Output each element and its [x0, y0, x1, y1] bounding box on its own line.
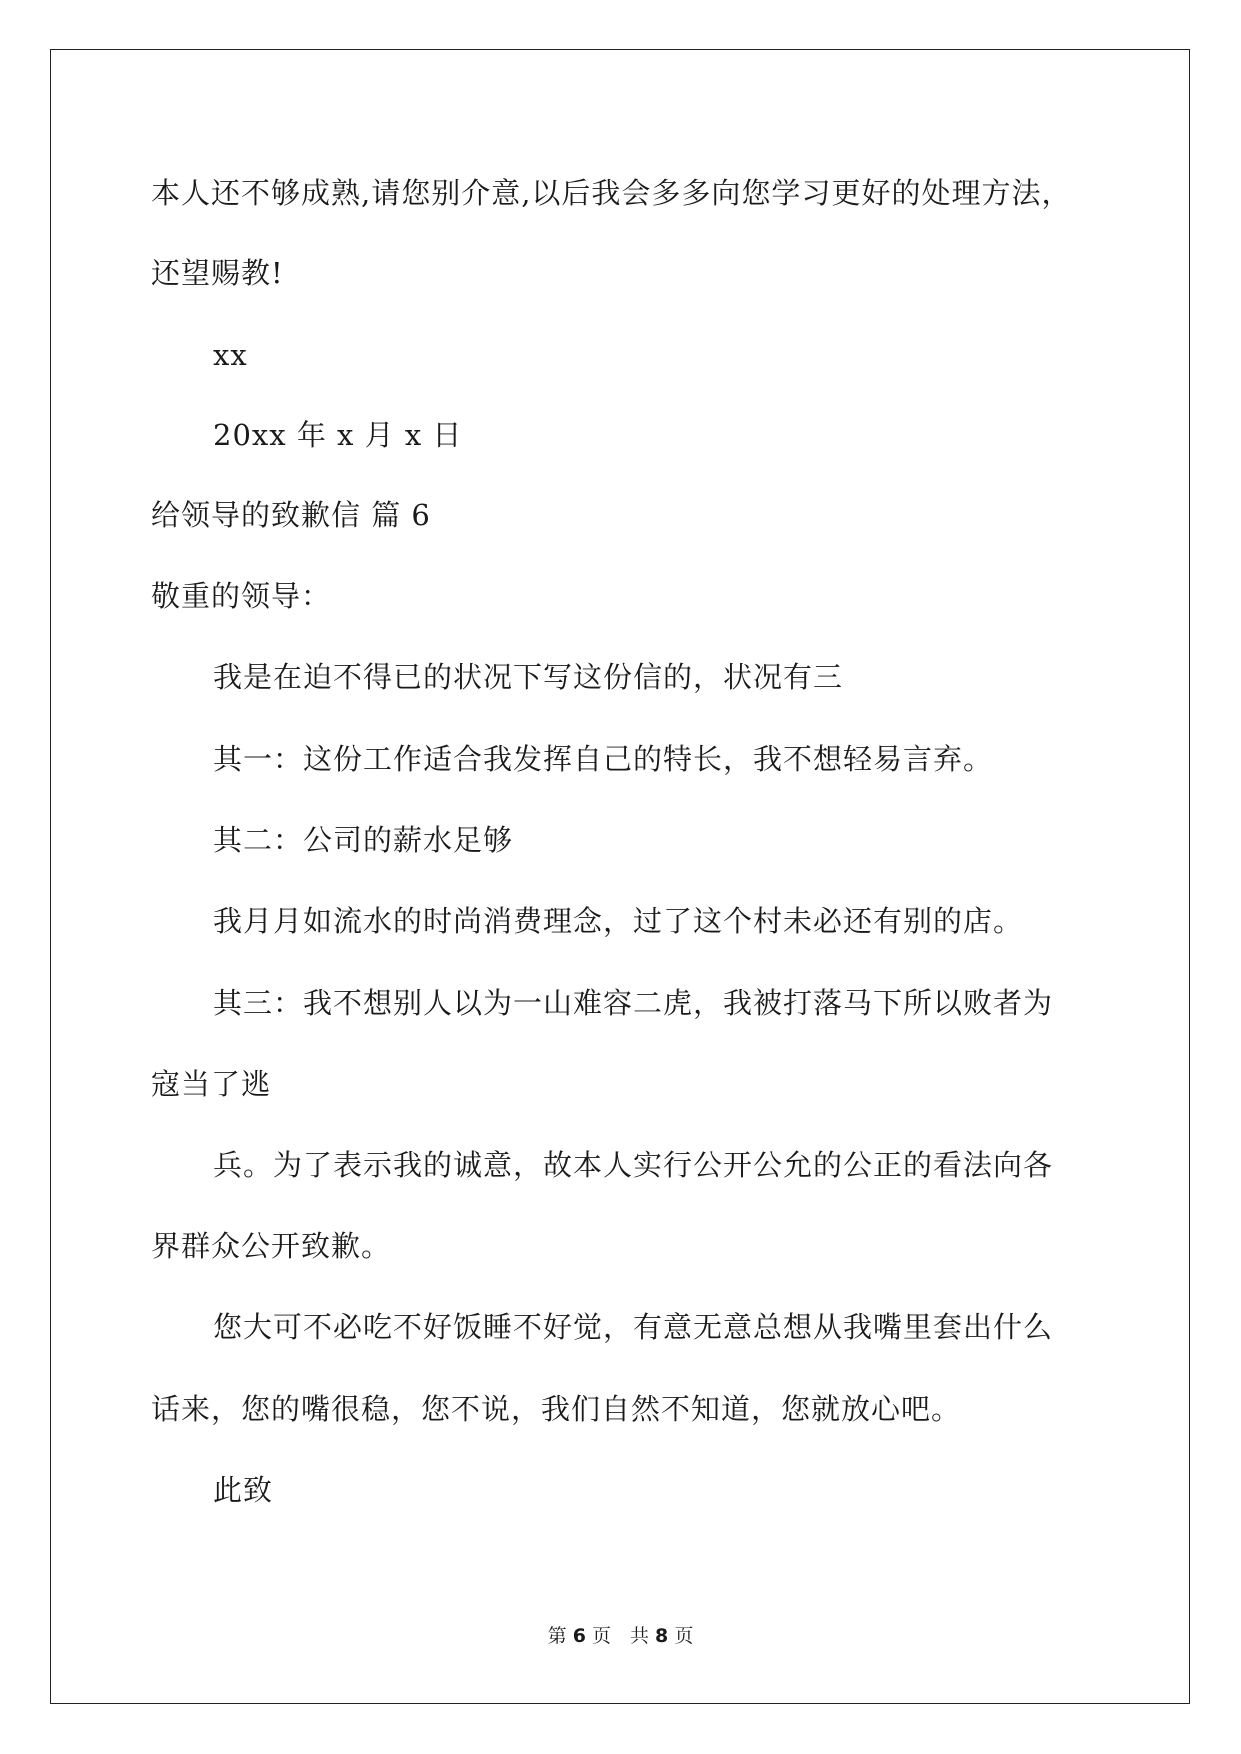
body-line-2: 还望赐教!	[151, 256, 284, 290]
body-line-12: 寇当了逃	[151, 1067, 272, 1101]
page-border	[50, 49, 1190, 1704]
body-line-11: 其三：我不想别人以为一山难容二虎，我被打落马下所以败者为	[213, 986, 1054, 1020]
page-footer	[0, 1624, 1241, 1648]
signature-name: xx	[213, 338, 248, 372]
footer-total-pages: 8	[655, 1625, 669, 1647]
body-line-14: 界群众公开致歉。	[151, 1229, 392, 1263]
body-line-9: 其二：公司的薪水足够	[213, 823, 514, 857]
footer-middle: 页 共	[591, 1625, 649, 1647]
body-line-1: 本人还不够成熟,请您别介意,以后我会多多向您学习更好的处理方法，	[151, 176, 1072, 210]
body-line-8: 其一：这份工作适合我发挥自己的特长，我不想轻易言弃。	[213, 742, 994, 776]
closing: 此致	[213, 1473, 274, 1507]
body-line-13: 兵。为了表示我的诚意，故本人实行公开公允的公正的看法向各	[213, 1148, 1054, 1182]
footer-suffix: 页	[674, 1625, 694, 1647]
footer-current-page: 6	[572, 1625, 586, 1647]
section-title: 给领导的致歉信 篇 6	[151, 498, 431, 532]
body-line-7: 我是在迫不得已的状况下写这份信的，状况有三	[213, 660, 844, 694]
footer-prefix: 第	[547, 1625, 567, 1647]
body-line-16: 话来，您的嘴很稳，您不说，我们自然不知道，您就放心吧。	[151, 1392, 962, 1426]
signature-date: 20xx 年 x 月 x 日	[213, 418, 463, 452]
salutation: 敬重的领导：	[151, 579, 332, 613]
body-line-10: 我月月如流水的时尚消费理念，过了这个村未必还有别的店。	[213, 904, 1024, 938]
body-line-15: 您大可不必吃不好饭睡不好觉，有意无意总想从我嘴里套出什么	[213, 1310, 1054, 1344]
